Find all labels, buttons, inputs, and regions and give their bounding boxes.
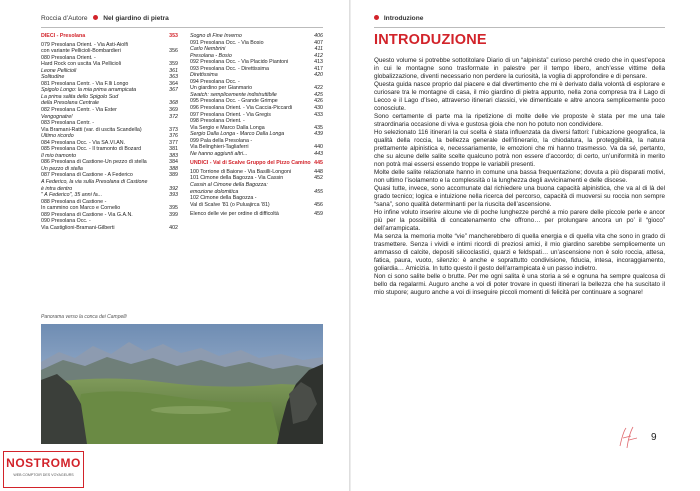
toc-entry-title: 094 Presolana Occ. -: [190, 78, 240, 85]
toc-entry-title: Via Belinghieri-Tagliaferri: [190, 144, 249, 151]
body-paragraph: Questo volume si potrebbe sottotitolare Diario di un “alpinista” curioso perché credo che in quest’epoca in cui le montagne sono trasformate in palestre per il tempo libero, anch’esse vittime della globalizzazione, diventi necessario non perdere la curiosità, la voglia di approfondire e di pensare.: [374, 57, 665, 80]
toc-entry-page: 407: [314, 39, 323, 46]
red-bullet-icon: [93, 15, 98, 20]
toc-entry-title: Sergio Dalla Longa - Marco Dalla Longa: [190, 131, 285, 138]
body-paragraph: Ho infine voluto inserire alcune vie di poche lunghezze perché a mio parere delle piccole perle e ancor più per la possibilità di concatenamento che offrono… per prolungare ancora un po’ il “gioco” dell’arrampicata.: [374, 209, 665, 232]
toc-entry-page: 455: [314, 188, 323, 195]
toc-entry-title: Solitudine: [41, 74, 65, 81]
body-paragraph: Sono certamente di parte ma la ripetizione di molte delle vie proposte è stata per me una tale straordinaria occasione di viva e gustosa gioia che non ho potuto non condividere.: [374, 113, 665, 128]
toc-entry-title: 086 Presolana di Castione-Un pezzo di stella: [41, 159, 147, 166]
toc-entry-title: 093 Presolana Occ. - Direttissima: [190, 65, 269, 72]
toc-entry-page: 402: [169, 224, 178, 231]
toc-entry-title: DIECI - Presolana: [41, 33, 86, 39]
toc-entry-title: 079 Presolana Orient. - Via Asti-Aiolfi: [41, 41, 129, 48]
toc-entry-title: 085 Presolana Occ. - Il tramonto di Bozard: [41, 146, 142, 153]
toc-entry-page: 359: [169, 61, 178, 68]
toc-entry-page: 445: [314, 160, 323, 167]
toc-entry-title: 096 Presolana Orient. - Via Caccia-Piccardi: [190, 105, 293, 112]
toc-entry-page: 412: [314, 52, 323, 59]
toc-entry-page: 433: [314, 111, 323, 118]
toc-entry-title: Carlo Nembrini: [190, 46, 226, 53]
toc-entry-page: 413: [314, 59, 323, 66]
toc-entry-title: Un giardino per Gianmario: [190, 85, 253, 92]
toc-entry-title: 087 Presolana di Castione - A Federico: [41, 172, 133, 179]
toc-entry-page: 435: [314, 124, 323, 131]
toc-entry: [41, 225, 178, 232]
toc-entry-title: con variante Pellicioli-Bombardieri: [41, 48, 121, 55]
toc-entry-title: Leone Pellicioli: [41, 67, 77, 74]
toc-entry-page: 381: [169, 146, 178, 153]
toc-entry-title: 098 Presolana Orient. -: [190, 118, 245, 125]
toc-entry-page: 399: [169, 211, 178, 218]
photo-caption: Panorama verso la conca dei Campelli: [41, 314, 127, 320]
body-paragraph: Quasi tutte, invece, sono accomunate dal richiedere una buona capacità alpinistica, che va al di là del grado tecnico; logica e intuizione nella ricerca del percorso, capacità di muoversi su roccia non sempre “sana”, sono qualità determinanti per la riuscita dell’ascensione.: [374, 185, 665, 208]
toc-entry-page: 459: [314, 211, 323, 218]
toc-entry-title: Sogno di Fine Inverno: [190, 33, 242, 39]
toc-entry-title: Un pezzo di stella: [41, 165, 83, 172]
toc-entry-title: Swatch: semplicemente indistruttibile: [190, 91, 277, 98]
toc-entry-page: 384: [169, 159, 178, 166]
body-paragraph: Ho selezionato 116 itinerari la cui scelta è stata influenzata da diversi fattori: l’ubicazione geografica, la qualità della roccia, la bellezza generale dell’itinerario, la chiodatura, la proteggibilità, la natura prettamente alpinistica e, necessariamente, le emozioni che mi hanno trasmesso. Va da sé, pertanto, che su alcune delle salite scelte qualcuno potrà non essere d’accordo; di certo, un’uniformità in merito non potrà mai essersi essendo troppe le variabili presenti.: [374, 129, 665, 168]
toc-entry-title: Ultimo ricordo: [41, 133, 74, 140]
toc-entry-page: 392: [169, 185, 178, 192]
left-header-rule: [41, 27, 323, 28]
toc-entry-title: è intra dentro: [41, 185, 73, 192]
toc-entry-title: Via Sergio e Marco Dalla Longa: [190, 124, 265, 131]
toc-entry-title: 091 Presolana Occ. - Via Bosio: [190, 39, 264, 46]
toc-entry-title: Val di Scalve '81 (o Puluajirca '81): [190, 201, 270, 208]
nostromo-watermark-logo: [3, 451, 84, 488]
toc-entry-title: Presolana - Bosio: [190, 52, 232, 59]
toc-entry-page: 376: [169, 133, 178, 140]
toc-entry-page: 456: [314, 201, 323, 208]
toc-entry-title: 089 Presolana di Castione - Via G.A.N.: [41, 211, 133, 218]
toc-entry-page: 411: [314, 46, 323, 53]
toc-entry-title: emozione dolomitica: [190, 188, 239, 195]
toc-column-1: [41, 33, 178, 231]
toc-entry-title: Direttissima: [190, 72, 218, 79]
toc-entry: [190, 202, 323, 209]
toc-entry-title: Via Castiglioni-Bramani-Gilberti: [41, 224, 115, 231]
toc-entry-title: 095 Presolana Occ. - Grande Grimpe: [190, 98, 278, 105]
toc-entry-title: A Federico, la via sulla Presolana di Castione: [41, 179, 148, 186]
toc-entry-page: 406: [314, 33, 323, 39]
toc-entry-title: 092 Presolana Occ. - Via Placido Piantoni: [190, 59, 289, 66]
toc-entry-title: La prima salita dello Spigolo Sud: [41, 93, 119, 100]
watermark-name: NOSTROMO: [6, 456, 81, 470]
toc-entry-title: Vengognatre!: [41, 113, 73, 120]
toc-entry-page: 422: [314, 85, 323, 92]
toc-entry-title: Spigolo Longo: la mia prima arrampicata: [41, 87, 137, 94]
toc-entry-title: 080 Presolana Orient. -: [41, 54, 96, 61]
toc-entry-page: 353: [169, 33, 178, 39]
toc-entry-title: 099 Pala della Presolana -: [190, 137, 253, 144]
introduction-body: [374, 57, 665, 297]
body-paragraph: Questa guida nasce proprio dal piacere e dal divertimento che mi è derivato dalla volontà di esplorare e curiosare tra le montagne di casa, il mio giardino di pietra appunto, nella zona compresa tra il Lago di Lecco e il Lago d’Iseo, attraverso itinerari classici, vie dimenticate e altre ancora semplicemente poco conosciute.: [374, 81, 665, 112]
toc-entry-title: della Presolana Centrale: [41, 100, 100, 107]
book-title: Roccia d’Autore: [41, 15, 88, 22]
toc-entry-page: 448: [314, 168, 323, 175]
toc-entry-title: 082 Presolana Centr. - Via Ester: [41, 107, 117, 114]
red-bullet-icon: [374, 15, 379, 20]
toc-entry-page: 356: [169, 48, 178, 55]
toc-entry-title: Hard Rock con uscita Via Pellicioli: [41, 61, 121, 68]
toc-entry-page: 430: [314, 105, 323, 112]
toc-entry-page: 377: [169, 139, 178, 146]
toc-entry-page: 373: [169, 126, 178, 133]
body-paragraph: Molte delle salite relazionate hanno in comune una bassa frequentazione; dovuta a più disparati motivi, non ultimo l’isolamento e la complessità o la lunghezza degli avvicinamenti e delle discese.: [374, 169, 665, 184]
toc-entry-title: 102 Cimone della Bagozza -: [190, 195, 257, 202]
toc-section-heading: [190, 160, 323, 167]
toc-entry-title: 100 Torrione di Baione - Via Basilli-Longoni: [190, 168, 292, 175]
toc-entry-page: 395: [169, 205, 178, 212]
right-running-head-label: Introduzione: [383, 15, 424, 22]
toc-entry-title: Ne hanno aggiunti altri...: [190, 150, 248, 157]
toc-entry-page: 417: [314, 65, 323, 72]
toc-entry-page: 439: [314, 131, 323, 138]
watermark-tagline: WEB COMPTOIR DES VOYAGEURS: [13, 473, 74, 477]
toc-entry-title: 101 Cimone della Bagozza - Via Cassin: [190, 175, 284, 182]
toc-entry-page: 369: [169, 107, 178, 114]
toc-entry-page: 440: [314, 144, 323, 151]
toc-entry-page: 372: [169, 113, 178, 120]
toc-entry-title: Elenco delle vie per ordine di difficoltà: [190, 211, 279, 218]
page-number: 9: [651, 432, 657, 443]
left-running-head: [41, 15, 169, 22]
toc-entry: [190, 211, 323, 218]
toc-entry-title: Via Bramani-Ratti (var. di uscita Scandella): [41, 126, 142, 133]
body-paragraph: Non ci sono salite belle o brutte. Per me ogni salita è una storia a sé e ognuna ha sempre qualcosa di bello da regalarmi. Auguro anche a voi di poter trovare in questi itinerari la bellezza che ha suscitato il mio stupore; auguro anche a voi di inseguire piccoli momenti di felicità per continuare a sognare!: [374, 273, 665, 296]
toc-entry-page: 363: [169, 74, 178, 81]
book-gutter: [349, 0, 351, 491]
toc-entry-title: 084 Presolana Occ. - Via SA.VI.AN.: [41, 139, 126, 146]
toc-entry-page: 389: [169, 172, 178, 179]
toc-column-2: [190, 33, 323, 218]
toc-entry-title: In cammino con Marco e Cornelio: [41, 205, 121, 212]
toc-entry: [190, 151, 323, 158]
mountain-panorama-photo: [41, 324, 323, 444]
toc-entry-title: Cassin al Cimone della Bagozza:: [190, 182, 268, 189]
section-title: Nel giardino di pietra: [103, 15, 169, 22]
toc-entry-page: 383: [169, 152, 178, 159]
toc-entry-page: 393: [169, 192, 178, 199]
toc-entry-page: 368: [169, 100, 178, 107]
toc-entry-page: 367: [169, 87, 178, 94]
toc-entry-page: 361: [169, 67, 178, 74]
toc-entry-page: 443: [314, 150, 323, 157]
toc-entry-title: 083 Presolana Centr. -: [41, 120, 94, 127]
toc-entry-title: 081 Presolana Centr. - Via F.lli Longo: [41, 80, 129, 87]
toc-entry-page: 426: [314, 98, 323, 105]
toc-entry-title: " A Federico", 35 anni fa...: [41, 192, 103, 199]
toc-entry-page: 452: [314, 175, 323, 182]
toc-entry-title: 097 Presolana Orient. - Via Gregis: [190, 111, 271, 118]
right-running-head: [374, 15, 423, 22]
toc-entry-title: 090 Presolana Occ. -: [41, 218, 91, 225]
toc-entry-title: 088 Presolana di Castione -: [41, 198, 107, 205]
toc-section-heading: [41, 33, 178, 40]
toc-entry-page: 425: [314, 91, 323, 98]
body-paragraph: Ma senza la memoria molte “vie” mancherebbero di quella energia e di quella vita che sono in grado di trasmettere. Senza i vividi e intimi ricordi di preziosi amici, il mio giardino sarebbe semplicemente un ammasso di calcite, depositi silicoclastici, quarzi e feldspati… un’ascensione non è solo roccia, attesa, fatica, paura, vuoto, silenzio: è anche e soprattutto condivisione, fiducia, intesa, incoraggiamento, goliardia… Amicizia. In tutto questo il gesto dell’arrampicata è un passo indietro.: [374, 233, 665, 272]
toc-entry-page: 388: [169, 165, 178, 172]
toc-entry-page: 364: [169, 80, 178, 87]
toc-entry-title: Il mio tramonto: [41, 152, 77, 159]
signature-mark-icon: [617, 424, 639, 450]
chapter-title: INTRODUZIONE: [374, 32, 487, 48]
toc-entry-title: UNDICI - Val di Scalve Gruppo del Pizzo Camino: [190, 160, 311, 167]
toc-entry-page: 420: [314, 72, 323, 79]
right-header-rule: [374, 27, 665, 28]
